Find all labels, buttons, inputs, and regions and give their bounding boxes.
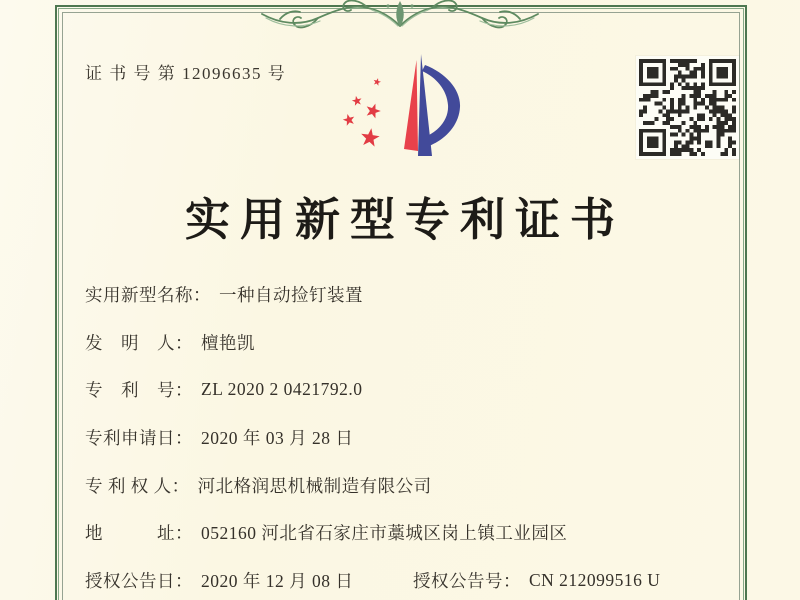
field-row-patent-number	[85, 366, 735, 414]
certificate-title: 实用新型专利证书	[184, 195, 625, 245]
field-label: 实用新型名称：	[85, 285, 211, 306]
certificate-fields	[85, 271, 735, 600]
field-row-patentee	[85, 461, 735, 509]
field-value: CN 212099516 U	[529, 569, 661, 590]
field-row-grant-date	[85, 557, 735, 600]
field-value: 2020 年 03 月 28 日	[201, 428, 354, 449]
cnipa-logo-icon	[330, 50, 465, 168]
logo-stars	[342, 77, 383, 147]
field-label: 专利申请日：	[85, 428, 193, 449]
field-row-address	[85, 509, 735, 557]
field-value: 河北格润思机械制造有限公司	[197, 475, 432, 496]
scroll-flourish-icon	[260, 0, 540, 34]
field-label: 授权公告日：	[85, 570, 193, 591]
field-grant-number	[413, 557, 660, 600]
field-row-name	[85, 271, 735, 319]
certificate-number: 证 书 号 第 12096635 号	[85, 64, 287, 83]
field-label: 发 明 人：	[85, 332, 193, 353]
field-value: 檀艳凯	[201, 332, 255, 353]
field-label: 授权公告号：	[413, 570, 521, 591]
field-value: ZL 2020 2 0421792.0	[201, 379, 363, 400]
field-value: 2020 年 12 月 08 日	[201, 570, 354, 591]
qr-code	[636, 56, 739, 159]
logo-red-wedge	[404, 60, 418, 151]
field-row-inventor	[85, 319, 735, 367]
field-value: 一种自动捡钉装置	[219, 285, 363, 306]
field-label: 专 利 权 人：	[85, 475, 190, 496]
field-label: 专 利 号：	[85, 380, 193, 401]
field-row-filing-date	[85, 414, 735, 462]
field-label: 地 址：	[85, 523, 193, 544]
field-value: 052160 河北省石家庄市藁城区岗上镇工业园区	[201, 523, 568, 544]
